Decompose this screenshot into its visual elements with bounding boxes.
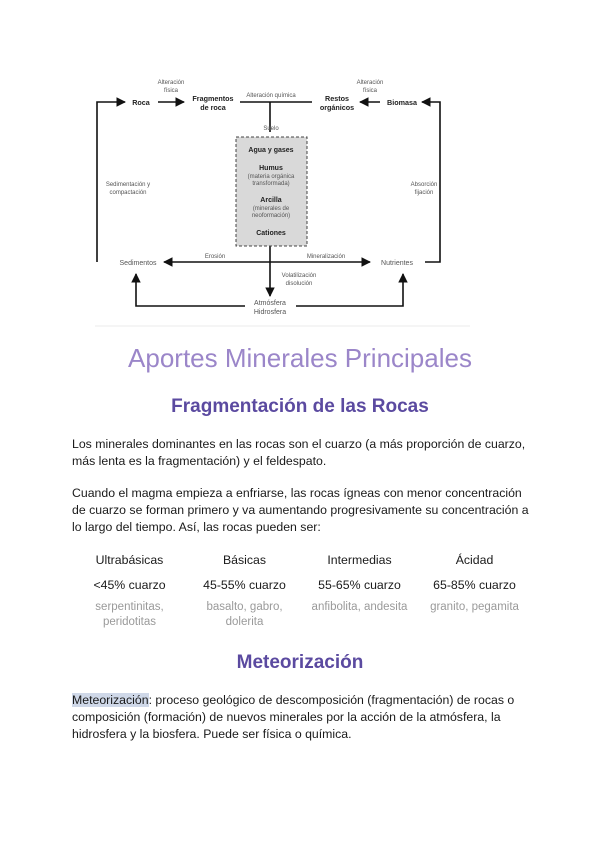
soil-arcilla-sub-1: (minerales de (252, 206, 290, 212)
paragraph-minerales: Los minerales dominantes en las rocas son el cuarzo (a más proporción de cuarzo, más lenta es la fragmentación) y el feldespato. (72, 437, 526, 468)
node-atmosfera-2: Hidrosfera (253, 309, 287, 316)
node-restos-1: Restos (325, 94, 349, 103)
edge-alteracion-right-1: Alteración (356, 80, 384, 86)
paragraph-meteorizacion (72, 692, 532, 743)
edge-alteracion-right-2: física (362, 88, 378, 94)
soil-humus-sub-2: transformada) (252, 181, 290, 187)
node-roca: Roca (132, 98, 150, 107)
soil-humus-sub-1: (materia orgánica (247, 174, 295, 180)
rock-type-quartz: 65-85% cuarzo (433, 578, 516, 592)
rock-type-column (187, 551, 302, 630)
definition-text: : proceso geológico de descomposición (fragmentación) de rocas o composición (formación) de nuevos minerales por la acción de la atmósfera, la hidrosfera y la biosfera. Puede ser física o química. (72, 693, 515, 741)
node-fragmentos-2: de roca (200, 103, 226, 112)
edge-volatilizacion-2: disolución (285, 281, 313, 287)
rock-type-column (302, 551, 417, 615)
soil-agua: Agua y gases (248, 147, 294, 154)
node-sedimentos: Sedimentos (119, 260, 157, 267)
page-title: Aportes Minerales Principales (128, 343, 472, 373)
soil-cationes: Cationes (256, 230, 286, 237)
node-fragmentos-1: Fragmentos (192, 94, 234, 103)
edge-sedimentacion-2: compactación (109, 190, 147, 196)
rock-type-name: Básicas (222, 553, 267, 567)
arrow-atmosphere-to-sediments (136, 274, 245, 306)
edge-erosion: Erosión (204, 254, 226, 260)
rock-type-examples: basalto, gabro, dolerita (206, 601, 283, 628)
rock-type-examples: granito, pegamita (430, 601, 519, 613)
highlighted-term: Meteorización (72, 693, 149, 707)
soil-cycle-diagram (0, 0, 600, 330)
rock-type-name: Intermedias (327, 553, 392, 567)
rock-type-name: Ácidad (455, 553, 494, 567)
soil-arcilla: Arcilla (260, 197, 282, 204)
rock-type-quartz: <45% cuarzo (93, 578, 166, 592)
node-atmosfera-1: Atmósfera (254, 300, 286, 307)
rock-type-examples: serpentinitas, peridotitas (95, 601, 164, 628)
edge-alteracion-quimica: Alteración química (246, 93, 296, 99)
edge-volatilizacion-1: Volatilización (281, 273, 317, 279)
edge-suelo: Suelo (263, 126, 279, 132)
rock-type-column (72, 551, 187, 630)
rock-type-quartz: 55-65% cuarzo (318, 578, 401, 592)
rock-type-name: Ultrabásicas (95, 553, 164, 567)
rock-type-quartz: 45-55% cuarzo (203, 578, 286, 592)
edge-alteracion-left-2: física (163, 88, 179, 94)
node-nutrientes: Nutrientes (381, 260, 413, 267)
node-restos-2: orgánicos (319, 103, 355, 112)
section-heading-meteorizacion: Meteorización (236, 652, 364, 673)
rock-type-column (417, 551, 532, 615)
edge-mineralizacion: Mineralización (306, 254, 346, 260)
edge-absorcion-1: Absorción (410, 182, 438, 188)
edge-sedimentacion-1: Sedimentación y (105, 182, 151, 188)
soil-humus: Humus (259, 165, 283, 172)
section-heading-fragmentacion: Fragmentación de las Rocas (171, 396, 429, 417)
paragraph-magma: Cuando el magma empieza a enfriarse, las rocas ígneas con menor concentración de cuarzo se forman primero y va aumentando progresivamente su concentración a lo largo del tiempo. Así, las rocas pueden ser: (72, 486, 529, 534)
node-biomasa: Biomasa (387, 98, 417, 107)
edge-alteracion-left-1: Alteración (157, 80, 185, 86)
rock-type-examples: anfibolita, andesita (311, 601, 408, 613)
edge-absorcion-2: fijación (414, 190, 434, 196)
soil-arcilla-sub-2: neoformación) (251, 213, 291, 219)
soil-box (236, 137, 307, 246)
